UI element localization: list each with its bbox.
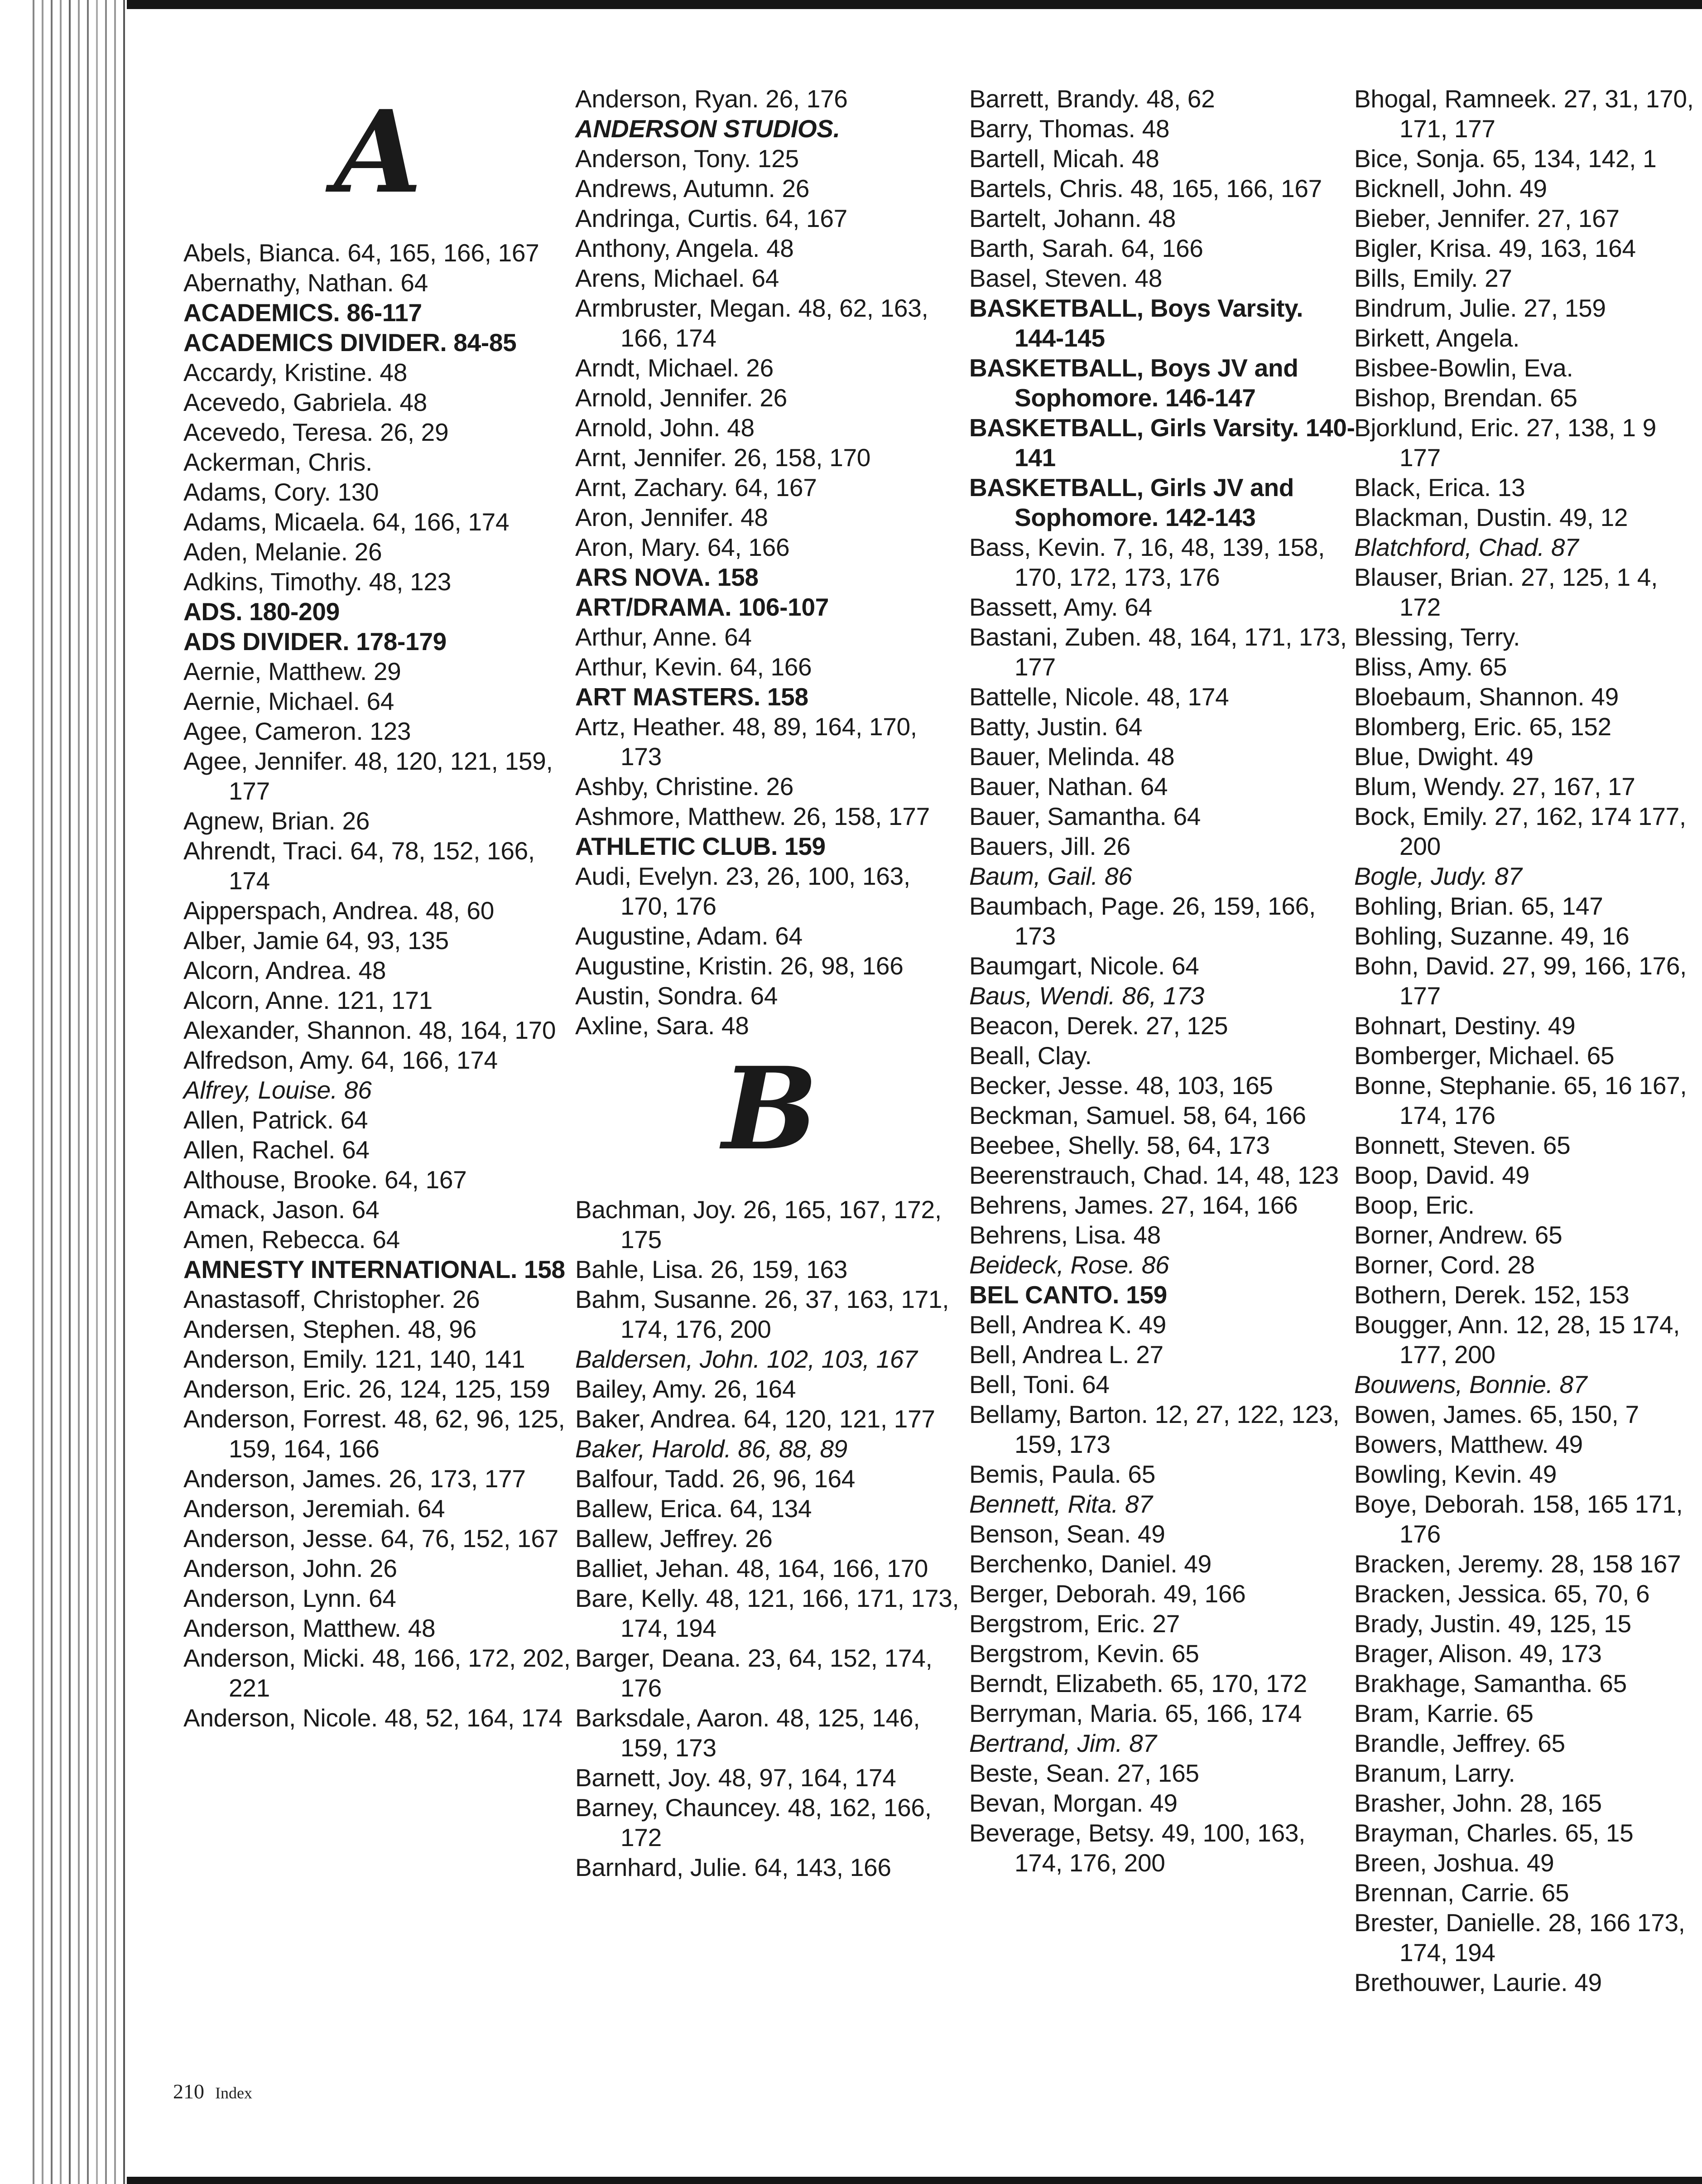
index-entry: Arthur, Kevin. 64, 166 xyxy=(575,653,812,681)
index-entry: Bishop, Brendan. 65 xyxy=(1354,384,1577,412)
index-entry: Agnew, Brian. 26 xyxy=(183,807,370,835)
index-entry: Bell, Andrea L. 27 xyxy=(969,1340,1164,1369)
index-entry: Bram, Karrie. 65 xyxy=(1354,1699,1534,1727)
index-entry: Armbruster, Megan. 48, 62, 163, 166, 174 xyxy=(575,294,928,352)
index-entry: Barger, Deana. 23, 64, 152, 174, 176 xyxy=(575,1644,933,1702)
index-entry: Bowling, Kevin. 49 xyxy=(1354,1460,1557,1488)
index-entry: Boop, David. 49 xyxy=(1354,1161,1529,1189)
index-entry: Blatchford, Chad. 87 xyxy=(1354,533,1579,561)
index-entry: Bertrand, Jim. 87 xyxy=(969,1729,1157,1757)
index-entry: Acevedo, Gabriela. 48 xyxy=(183,388,427,416)
index-entry: Boye, Deborah. 158, 165 171, 176 xyxy=(1354,1490,1683,1548)
index-entry: Audi, Evelyn. 23, 26, 100, 163, 170, 176 xyxy=(575,862,910,920)
index-entry: Barry, Thomas. 48 xyxy=(969,115,1170,143)
index-entry: Black, Erica. 13 xyxy=(1354,473,1525,501)
index-entry: Bare, Kelly. 48, 121, 166, 171, 173, 174, 194 xyxy=(575,1584,959,1642)
index-entry: Baus, Wendi. 86, 173 xyxy=(969,982,1204,1010)
index-entry: ACADEMICS DIVIDER. 84-85 xyxy=(183,328,517,357)
index-entry: Anderson, Ryan. 26, 176 xyxy=(575,85,848,113)
book-page-edges xyxy=(0,0,131,2184)
index-entry: Bevan, Morgan. 49 xyxy=(969,1789,1178,1817)
index-entry: ACADEMICS. 86-117 xyxy=(183,299,422,327)
index-entry: Aden, Melanie. 26 xyxy=(183,538,382,566)
index-entry: Branum, Larry. xyxy=(1354,1759,1515,1787)
index-entry: Abernathy, Nathan. 64 xyxy=(183,269,428,297)
index-entry: Balfour, Tadd. 26, 96, 164 xyxy=(575,1465,856,1493)
index-entry: Bell, Toni. 64 xyxy=(969,1370,1110,1398)
index-entry: Alfredson, Amy. 64, 166, 174 xyxy=(183,1046,498,1074)
index-entry: Ackerman, Chris. xyxy=(183,448,372,476)
index-entry: Alber, Jamie 64, 93, 135 xyxy=(183,926,449,955)
index-entry: Blauser, Brian. 27, 125, 1 4, 172 xyxy=(1354,563,1658,621)
index-entry: Blackman, Dustin. 49, 12 xyxy=(1354,503,1628,531)
index-entry: Bonne, Stephanie. 65, 16 167, 174, 176 xyxy=(1354,1071,1687,1129)
index-entry: Adams, Cory. 130 xyxy=(183,478,379,506)
index-entry: Brester, Danielle. 28, 166 173, 174, 194 xyxy=(1354,1909,1685,1967)
index-entry: Bjorklund, Eric. 27, 138, 1 9 177 xyxy=(1354,414,1656,472)
index-entry: Arthur, Anne. 64 xyxy=(575,623,752,651)
index-entry: Bohling, Brian. 65, 147 xyxy=(1354,892,1603,920)
index-entry: Aron, Mary. 64, 166 xyxy=(575,533,790,561)
index-entry: Ballew, Jeffrey. 26 xyxy=(575,1524,773,1552)
index-entry: Anderson, Matthew. 48 xyxy=(183,1614,436,1642)
index-entry: Allen, Patrick. 64 xyxy=(183,1106,368,1134)
index-entry: Adams, Micaela. 64, 166, 174 xyxy=(183,508,510,536)
index-entry: ADS. 180-209 xyxy=(183,598,340,626)
index-entry: Bougger, Ann. 12, 28, 15 174, 177, 200 xyxy=(1354,1311,1680,1369)
index-entry: Brasher, John. 28, 165 xyxy=(1354,1789,1602,1817)
index-entry: Bowen, James. 65, 150, 7 xyxy=(1354,1400,1639,1428)
index-entry: Artz, Heather. 48, 89, 164, 170, 173 xyxy=(575,713,917,771)
index-entry: Baldersen, John. 102, 103, 167 xyxy=(575,1345,918,1373)
index-entry: BASKETBALL, Boys Varsity. 144-145 xyxy=(969,294,1303,352)
page-number: 210 xyxy=(173,2080,204,2103)
index-entry: Bartelt, Johann. 48 xyxy=(969,204,1176,232)
index-entry: Alcorn, Anne. 121, 171 xyxy=(183,986,433,1014)
index-entry: Bassett, Amy. 64 xyxy=(969,593,1152,621)
index-entry: ARS NOVA. 158 xyxy=(575,563,759,591)
index-entry: Bell, Andrea K. 49 xyxy=(969,1311,1166,1339)
index-entry: Bowers, Matthew. 49 xyxy=(1354,1430,1583,1458)
index-entry: Amen, Rebecca. 64 xyxy=(183,1225,400,1254)
index-entry: Beste, Sean. 27, 165 xyxy=(969,1759,1199,1787)
index-entry: Anderson, Nicole. 48, 52, 164, 174 xyxy=(183,1704,563,1732)
index-entry: Austin, Sondra. 64 xyxy=(575,982,778,1010)
index-entry: Aron, Jennifer. 48 xyxy=(575,503,768,531)
index-entry: Baumbach, Page. 26, 159, 166, 173 xyxy=(969,892,1316,950)
index-entry: Ashby, Christine. 26 xyxy=(575,772,794,800)
index-entry: Anderson, Jeremiah. 64 xyxy=(183,1495,445,1523)
index-entry: Batty, Justin. 64 xyxy=(969,713,1143,741)
index-entry: Boop, Eric. xyxy=(1354,1191,1475,1219)
index-entry: Bindrum, Julie. 27, 159 xyxy=(1354,294,1606,322)
index-entry: Arndt, Michael. 26 xyxy=(575,354,774,382)
index-entry: Berndt, Elizabeth. 65, 170, 172 xyxy=(969,1669,1307,1697)
section-name: Index xyxy=(215,2084,252,2102)
index-entry: Bartell, Micah. 48 xyxy=(969,145,1159,173)
index-entry: BASKETBALL, Girls Varsity. 140-141 xyxy=(969,414,1355,472)
index-entry: Behrens, James. 27, 164, 166 xyxy=(969,1191,1298,1219)
index-entry: Baumgart, Nicole. 64 xyxy=(969,952,1199,980)
index-entry: Bloebaum, Shannon. 49 xyxy=(1354,683,1619,711)
index-entry: Bohn, David. 27, 99, 166, 176, 177 xyxy=(1354,952,1687,1010)
index-entry: Accardy, Kristine. 48 xyxy=(183,358,407,386)
index-entry: Bills, Emily. 27 xyxy=(1354,264,1512,292)
index-entry: Brennan, Carrie. 65 xyxy=(1354,1879,1569,1907)
index-entry: Andrews, Autumn. 26 xyxy=(575,174,810,202)
index-entry: Barnhard, Julie. 64, 143, 166 xyxy=(575,1853,891,1881)
index-entry: Aernie, Michael. 64 xyxy=(183,687,394,715)
index-entry: Bracken, Jeremy. 28, 158 167 xyxy=(1354,1550,1681,1578)
index-entry: Augustine, Kristin. 26, 98, 166 xyxy=(575,952,904,980)
index-entry: Birkett, Angela. xyxy=(1354,324,1520,352)
index-entry: Anderson, Micki. 48, 166, 172, 202, 221 xyxy=(183,1644,571,1702)
index-column-4 xyxy=(1354,84,1702,1997)
index-entry: Beebee, Shelly. 58, 64, 173 xyxy=(969,1131,1270,1159)
index-entry: Ashmore, Matthew. 26, 158, 177 xyxy=(575,802,930,830)
index-entry: Brady, Justin. 49, 125, 15 xyxy=(1354,1610,1631,1638)
index-entry: Bhogal, Ramneek. 27, 31, 170, 171, 177 xyxy=(1354,85,1694,143)
index-entry: Aipperspach, Andrea. 48, 60 xyxy=(183,897,495,925)
index-entry: Bahm, Susanne. 26, 37, 163, 171, 174, 176, 200 xyxy=(575,1285,949,1343)
index-entry: Bellamy, Barton. 12, 27, 122, 123, 159, 173 xyxy=(969,1400,1340,1458)
index-entry: Augustine, Adam. 64 xyxy=(575,922,803,950)
index-entry: Bauer, Samantha. 64 xyxy=(969,802,1201,830)
index-entry: Amack, Jason. 64 xyxy=(183,1196,380,1224)
index-entry: Acevedo, Teresa. 26, 29 xyxy=(183,418,449,446)
index-entry: BASKETBALL, Girls JV and Sophomore. 142-143 xyxy=(969,473,1294,531)
index-entry: Blomberg, Eric. 65, 152 xyxy=(1354,713,1611,741)
index-entry: ART MASTERS. 158 xyxy=(575,683,808,711)
index-entry: Anderson, Jesse. 64, 76, 152, 167 xyxy=(183,1524,558,1552)
index-entry: Baker, Harold. 86, 88, 89 xyxy=(575,1435,847,1463)
index-entry: ATHLETIC CLUB. 159 xyxy=(575,832,826,860)
index-entry: Bachman, Joy. 26, 165, 167, 172, 175 xyxy=(575,1196,942,1254)
index-entry: Andersen, Stephen. 48, 96 xyxy=(183,1315,476,1343)
index-entry: Baker, Andrea. 64, 120, 121, 177 xyxy=(575,1405,935,1433)
index-entry: Bahle, Lisa. 26, 159, 163 xyxy=(575,1255,848,1283)
index-entry: Barrett, Brandy. 48, 62 xyxy=(969,85,1215,113)
index-entry: Baum, Gail. 86 xyxy=(969,862,1132,890)
index-list xyxy=(1354,84,1702,1997)
index-entry: Bennett, Rita. 87 xyxy=(969,1490,1153,1518)
index-entry: Bastani, Zuben. 48, 164, 171, 173, 177 xyxy=(969,623,1347,681)
top-scan-border xyxy=(127,0,1702,9)
index-entry: Blessing, Terry. xyxy=(1354,623,1520,651)
index-entry: Basel, Steven. 48 xyxy=(969,264,1163,292)
index-entry: Anderson, Lynn. 64 xyxy=(183,1584,396,1612)
index-entry: Anastasoff, Christopher. 26 xyxy=(183,1285,480,1313)
index-entry: Bouwens, Bonnie. 87 xyxy=(1354,1370,1587,1398)
index-entry: Bigler, Krisa. 49, 163, 164 xyxy=(1354,234,1636,262)
index-entry: Abels, Bianca. 64, 165, 166, 167 xyxy=(183,239,539,267)
index-entry: Berchenko, Daniel. 49 xyxy=(969,1550,1212,1578)
index-entry: Bartels, Chris. 48, 165, 166, 167 xyxy=(969,174,1322,202)
index-entry: Anderson, Emily. 121, 140, 141 xyxy=(183,1345,525,1373)
index-entry: Axline, Sara. 48 xyxy=(575,1012,749,1040)
index-column-2 xyxy=(575,84,965,1882)
index-entry: Althouse, Brooke. 64, 167 xyxy=(183,1166,467,1194)
index-entry: Bemis, Paula. 65 xyxy=(969,1460,1155,1488)
index-entry: Bohnart, Destiny. 49 xyxy=(1354,1012,1576,1040)
index-entry: Blue, Dwight. 49 xyxy=(1354,742,1534,771)
index-entry: Bailey, Amy. 26, 164 xyxy=(575,1375,796,1403)
index-entry: Alfrey, Louise. 86 xyxy=(183,1076,372,1104)
index-entry: Bergstrom, Kevin. 65 xyxy=(969,1639,1199,1668)
index-entry: Bauers, Jill. 26 xyxy=(969,832,1130,860)
index-entry: Bomberger, Michael. 65 xyxy=(1354,1041,1615,1070)
index-entry: Beerenstrauch, Chad. 14, 48, 123 xyxy=(969,1161,1339,1189)
index-entry: Berger, Deborah. 49, 166 xyxy=(969,1580,1246,1608)
index-list xyxy=(575,84,965,1882)
index-entry: Bieber, Jennifer. 27, 167 xyxy=(1354,204,1620,232)
index-entry: Arnt, Jennifer. 26, 158, 170 xyxy=(575,444,871,472)
index-column-1 xyxy=(183,84,573,1733)
index-entry: Arnold, John. 48 xyxy=(575,414,755,442)
index-entry: BASKETBALL, Boys JV and Sophomore. 146-147 xyxy=(969,354,1298,412)
index-entry: Arnold, Jennifer. 26 xyxy=(575,384,787,412)
index-entry: Bauer, Melinda. 48 xyxy=(969,742,1175,771)
index-entry: Bergstrom, Eric. 27 xyxy=(969,1610,1180,1638)
index-entry: Bisbee-Bowlin, Eva. xyxy=(1354,354,1573,382)
index-entry: Alexander, Shannon. 48, 164, 170 xyxy=(183,1016,556,1044)
index-entry: Adkins, Timothy. 48, 123 xyxy=(183,568,451,596)
index-entry: Agee, Cameron. 123 xyxy=(183,717,411,745)
index-entry: Anderson, Eric. 26, 124, 125, 159 xyxy=(183,1375,550,1403)
index-entry: Brakhage, Samantha. 65 xyxy=(1354,1669,1627,1697)
index-entry: Bothern, Derek. 152, 153 xyxy=(1354,1281,1630,1309)
index-entry: BEL CANTO. 159 xyxy=(969,1281,1167,1309)
index-entry: Brethouwer, Laurie. 49 xyxy=(1354,1968,1602,1996)
index-entry: Barksdale, Aaron. 48, 125, 146, 159, 173 xyxy=(575,1704,920,1762)
index-entry: Balliet, Jehan. 48, 164, 166, 170 xyxy=(575,1554,928,1582)
index-entry: Bauer, Nathan. 64 xyxy=(969,772,1168,800)
index-entry: Bice, Sonja. 65, 134, 142, 1 xyxy=(1354,145,1657,173)
index-entry: Bogle, Judy. 87 xyxy=(1354,862,1522,890)
index-entry: ANDERSON STUDIOS. xyxy=(575,115,840,143)
index-entry: Benson, Sean. 49 xyxy=(969,1520,1165,1548)
index-entry: Bass, Kevin. 7, 16, 48, 139, 158, 170, 172, 173, 176 xyxy=(969,533,1325,591)
index-entry: Ahrendt, Traci. 64, 78, 152, 166, 174 xyxy=(183,837,535,895)
index-entry: Beverage, Betsy. 49, 100, 163, 174, 176, 200 xyxy=(969,1819,1306,1877)
index-entry: Bock, Emily. 27, 162, 174 177, 200 xyxy=(1354,802,1686,860)
index-entry: Andringa, Curtis. 64, 167 xyxy=(575,204,847,232)
index-entry: ART/DRAMA. 106-107 xyxy=(575,593,829,621)
index-entry: Bracken, Jessica. 65, 70, 6 xyxy=(1354,1580,1650,1608)
section-letter-heading: A xyxy=(334,85,422,218)
index-entry: AMNESTY INTERNATIONAL. 158 xyxy=(183,1255,565,1283)
index-entry: Barnett, Joy. 48, 97, 164, 174 xyxy=(575,1764,896,1792)
index-entry: Anderson, Forrest. 48, 62, 96, 125, 159, 164, 166 xyxy=(183,1405,565,1463)
index-list xyxy=(183,84,573,1733)
index-entry: Arnt, Zachary. 64, 167 xyxy=(575,473,817,501)
index-entry: Brayman, Charles. 65, 15 xyxy=(1354,1819,1634,1847)
index-entry: Becker, Jesse. 48, 103, 165 xyxy=(969,1071,1273,1099)
index-entry: Battelle, Nicole. 48, 174 xyxy=(969,683,1229,711)
index-entry: Anderson, John. 26 xyxy=(183,1554,397,1582)
index-entry: Borner, Andrew. 65 xyxy=(1354,1221,1563,1249)
index-entry: Barth, Sarah. 64, 166 xyxy=(969,234,1203,262)
section-letter-heading: B xyxy=(722,1042,818,1175)
index-entry: Behrens, Lisa. 48 xyxy=(969,1221,1161,1249)
index-entry: Berryman, Maria. 65, 166, 174 xyxy=(969,1699,1302,1727)
index-entry: Beall, Clay. xyxy=(969,1041,1092,1070)
index-entry: Bohling, Suzanne. 49, 16 xyxy=(1354,922,1630,950)
index-entry: Anderson, Tony. 125 xyxy=(575,145,799,173)
index-entry: Brager, Alison. 49, 173 xyxy=(1354,1639,1602,1668)
index-entry: ADS DIVIDER. 178-179 xyxy=(183,627,447,656)
index-list xyxy=(969,84,1359,1878)
index-entry: Bonnett, Steven. 65 xyxy=(1354,1131,1571,1159)
index-column-3 xyxy=(969,84,1359,1878)
index-entry: Agee, Jennifer. 48, 120, 121, 159, 177 xyxy=(183,747,553,805)
index-entry: Bicknell, John. 49 xyxy=(1354,174,1547,202)
index-entry: Anthony, Angela. 48 xyxy=(575,234,794,262)
index-entry: Ballew, Erica. 64, 134 xyxy=(575,1495,812,1523)
index-entry: Beacon, Derek. 27, 125 xyxy=(969,1012,1228,1040)
index-entry: Blum, Wendy. 27, 167, 17 xyxy=(1354,772,1635,800)
index-entry: Brandle, Jeffrey. 65 xyxy=(1354,1729,1565,1757)
index-entry: Aernie, Matthew. 29 xyxy=(183,657,401,685)
bottom-scan-border xyxy=(127,2177,1702,2184)
index-entry: Beckman, Samuel. 58, 64, 166 xyxy=(969,1101,1306,1129)
index-entry: Alcorn, Andrea. 48 xyxy=(183,956,386,984)
index-entry: Breen, Joshua. 49 xyxy=(1354,1849,1554,1877)
index-entry: Barney, Chauncey. 48, 162, 166, 172 xyxy=(575,1793,932,1851)
index-entry: Arens, Michael. 64 xyxy=(575,264,779,292)
index-entry: Allen, Rachel. 64 xyxy=(183,1136,370,1164)
index-entry: Borner, Cord. 28 xyxy=(1354,1251,1535,1279)
page-footer xyxy=(173,2079,252,2103)
index-entry: Bliss, Amy. 65 xyxy=(1354,653,1507,681)
index-entry: Beideck, Rose. 86 xyxy=(969,1251,1169,1279)
index-entry: Anderson, James. 26, 173, 177 xyxy=(183,1465,526,1493)
